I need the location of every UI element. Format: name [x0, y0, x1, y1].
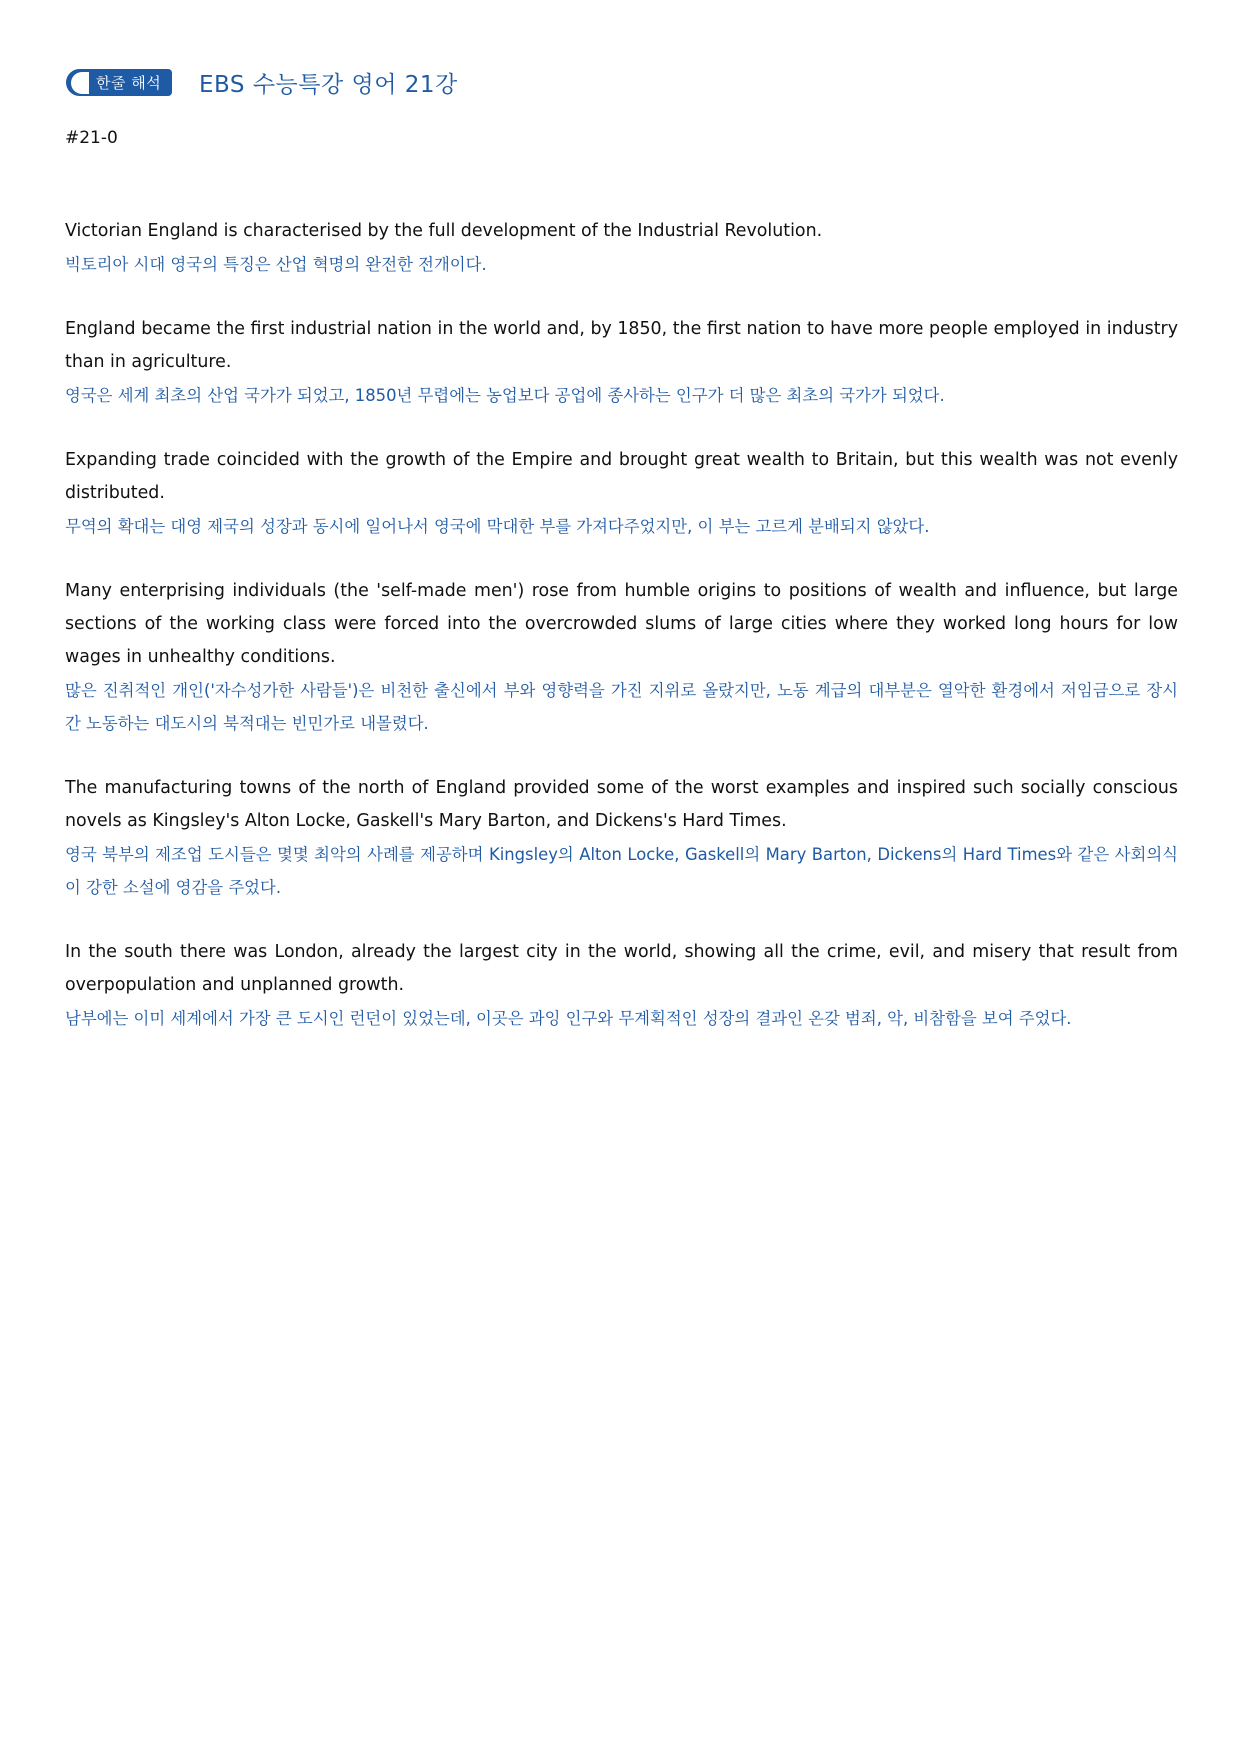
korean-translation: 무역의 확대는 대영 제국의 성장과 동시에 일어나서 영국에 막대한 부를 가져다주었지만, 이 부는 고르게 분배되지 않았다.	[65, 517, 930, 536]
sentence-pair-6	[65, 936, 1178, 1035]
english-sentence: Expanding trade coincided with the growth of the Empire and brought great wealth to Britain, but this wealth was not evenly distributed.	[65, 450, 1178, 503]
header	[66, 66, 458, 99]
korean-translation: 남부에는 이미 세계에서 가장 큰 도시인 런던이 있었는데, 이곳은 과잉 인구와 무계획적인 성장의 결과인 온갖 범죄, 악, 비참함을 보여 주었다.	[65, 1009, 1072, 1028]
sentence-pair-5	[65, 772, 1178, 904]
sentence-pair-3	[65, 444, 1178, 543]
english-sentence: England became the first industrial nation in the world and, by 1850, the first nation to have more people employed in industry than in agriculture.	[65, 319, 1178, 372]
sentence-pair-2	[65, 313, 1178, 412]
translation-list	[65, 215, 1178, 1067]
english-sentence: The manufacturing towns of the north of England provided some of the worst examples and inspired such socially conscious novels as Kingsley's Alton Locke, Gaskell's Mary Barton, and Dickens's Hard Times.	[65, 778, 1178, 831]
half-circle-icon	[71, 72, 89, 94]
korean-translation: 영국 북부의 제조업 도시들은 몇몇 최악의 사례를 제공하며 Kingsley의 Alton Locke, Gaskell의 Mary Barton, Dickens의 Hard Times와 같은 사회의식이 강한 소설에 영감을 주었다.	[65, 845, 1178, 897]
section-id: #21-0	[65, 128, 118, 148]
section-badge	[66, 69, 172, 96]
korean-translation: 영국은 세계 최초의 산업 국가가 되었고, 1850년 무렵에는 농업보다 공업에 종사하는 인구가 더 많은 최초의 국가가 되었다.	[65, 386, 945, 405]
korean-translation: 빅토리아 시대 영국의 특징은 산업 혁명의 완전한 전개이다.	[65, 255, 487, 274]
sentence-pair-1	[65, 215, 1178, 281]
english-sentence: In the south there was London, already the largest city in the world, showing all the crime, evil, and misery that result from overpopulation and unplanned growth.	[65, 942, 1178, 995]
english-sentence: Many enterprising individuals (the 'self-made men') rose from humble origins to positions of wealth and influence, but large sections of the working class were forced into the overcrowded slums of large cities where they worked long hours for low wages in unhealthy conditions.	[65, 581, 1178, 667]
english-sentence: Victorian England is characterised by the full development of the Industrial Revolution.	[65, 221, 823, 241]
korean-translation: 많은 진취적인 개인('자수성가한 사람들')은 비천한 출신에서 부와 영향력을 가진 지위로 올랐지만, 노동 계급의 대부분은 열악한 환경에서 저임금으로 장시간 노동하는 대도시의 북적대는 빈민가로 내몰렸다.	[65, 681, 1178, 733]
page-title: EBS 수능특강 영어 21강	[199, 72, 458, 98]
sentence-pair-4	[65, 575, 1178, 740]
badge-label: 한줄 해석	[96, 74, 162, 92]
